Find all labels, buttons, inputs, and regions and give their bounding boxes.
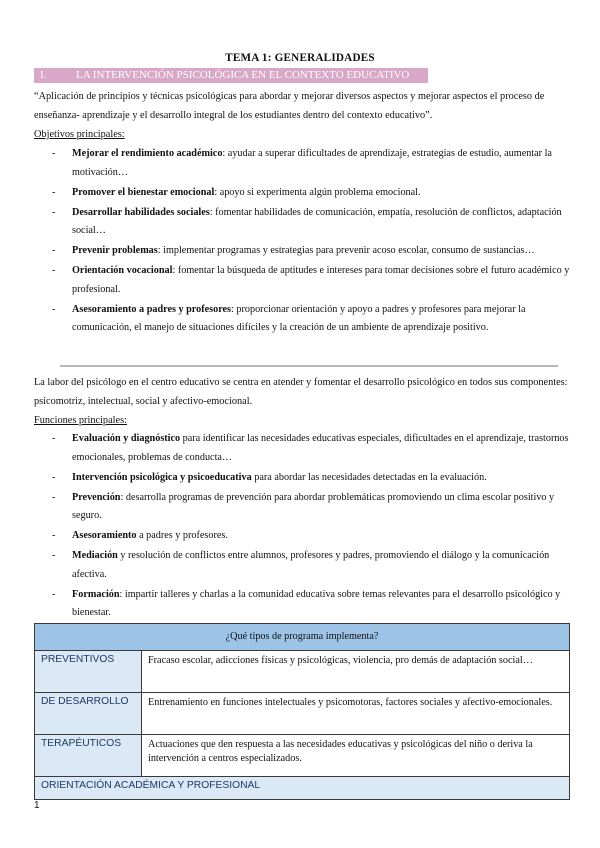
table-row — [35, 777, 570, 800]
objectives-list — [52, 145, 572, 339]
functions-label: Funciones principales: — [34, 415, 127, 426]
program-types-table — [34, 623, 570, 800]
section-heading-text: LA INTERVENCIÓN PSICOLÓGICA EN EL CONTEXTO EDUCATIVO — [76, 69, 410, 81]
objectives-label: Objetivos principales: — [34, 129, 125, 140]
list-item: - Asesoramiento a padres y profesores: proporcionar orientación y apoyo a padres y profesores para mejorar la comunicación, el manejo de situaciones difíciles y la creación de un ambiente de aprendizaje positivo. — [52, 303, 526, 333]
definition-paragraph: “Aplicación de principios y técnicas psicológicas para abordar y mejorar diversos aspectos y mejorar aspectos el proceso de enseñanza- aprendizaje y el desarrollo integral de los estudiantes dentro del contexto educativo”. — [34, 91, 545, 121]
list-item: - Orientación vocacional: fomentar la búsqueda de aptitudes e intereses para tomar decisiones sobre el futuro académico y profesional. — [52, 265, 570, 295]
labor-paragraph: La labor del psicólogo en el centro educativo se centra en atender y fomentar el desarrollo psicológico en todos sus componentes: psicomotriz, intelectual, social y afectivo-emocional. — [34, 377, 568, 407]
table-header-row — [35, 624, 570, 651]
list-item: - Prevención: desarrolla programas de prevención para abordar problemáticas promoviendo un clima escolar positivo y seguro. — [52, 491, 555, 521]
table-cell-description: Fracaso escolar, adicciones físicas y psicológicas, violencia, pro demás de adaptación social… — [142, 651, 570, 693]
functions-list — [52, 430, 572, 624]
list-item: - Mejorar el rendimiento académico: ayudar a superar dificultades de aprendizaje, estrategias de estudio, aumentar la motivación… — [52, 148, 552, 178]
divider — [60, 365, 558, 367]
table-cell-type: PREVENTIVOS — [35, 651, 142, 693]
list-item: - Intervención psicológica y psicoeducativa para abordar las necesidades detectadas en la evaluación. — [52, 471, 487, 483]
table-row — [35, 693, 570, 735]
section-heading — [34, 68, 428, 83]
table-row — [35, 651, 570, 693]
list-item: - Promover el bienestar emocional: apoyo si experimenta algún problema emocional. — [52, 186, 421, 198]
page-number: 1 — [34, 800, 40, 811]
table-cell-description: Actuaciones que den respuesta a las necesidades educativas y psicológicas del niño o deriva la intervención a centros especializados. — [142, 735, 570, 777]
table-cell-last: ORIENTACIÓN ACADÉMICA Y PROFESIONAL — [35, 777, 570, 800]
table-header: ¿Qué tipos de programa implementa? — [35, 624, 570, 651]
table-row — [35, 735, 570, 777]
list-item: - Prevenir problemas: implementar programas y estrategias para prevenir acoso escolar, consumo de sustancias… — [52, 245, 535, 256]
list-item: - Desarrollar habilidades sociales: fomentar habilidades de comunicación, empatía, resolución de conflictos, adaptación social… — [52, 206, 562, 236]
table-cell-type: TERAPÉUTICOS — [35, 735, 142, 777]
list-item: - Formación: impartir talleres y charlas a la comunidad educativa sobre temas relevantes para el desarrollo psicológico y bienestar. — [52, 588, 561, 618]
section-number: I. — [40, 69, 47, 81]
table-cell-description: Entrenamiento en funciones intelectuales y psicomotoras, factores sociales y afectivo-emocionales. — [142, 693, 570, 735]
list-item: - Asesoramiento a padres y profesores. — [52, 530, 228, 541]
table-cell-type: DE DESARROLLO — [35, 693, 142, 735]
list-item: - Evaluación y diagnóstico para identificar las necesidades educativas especiales, dificultades en el aprendizaje, trastornos emocionales, problemas de conducta… — [52, 433, 569, 463]
document-title: TEMA 1: GENERALIDADES — [225, 52, 375, 64]
list-item: - Mediación y resolución de conflictos entre alumnos, profesores y padres, promoviendo el diálogo y la comunicación afectiva. — [52, 550, 550, 580]
